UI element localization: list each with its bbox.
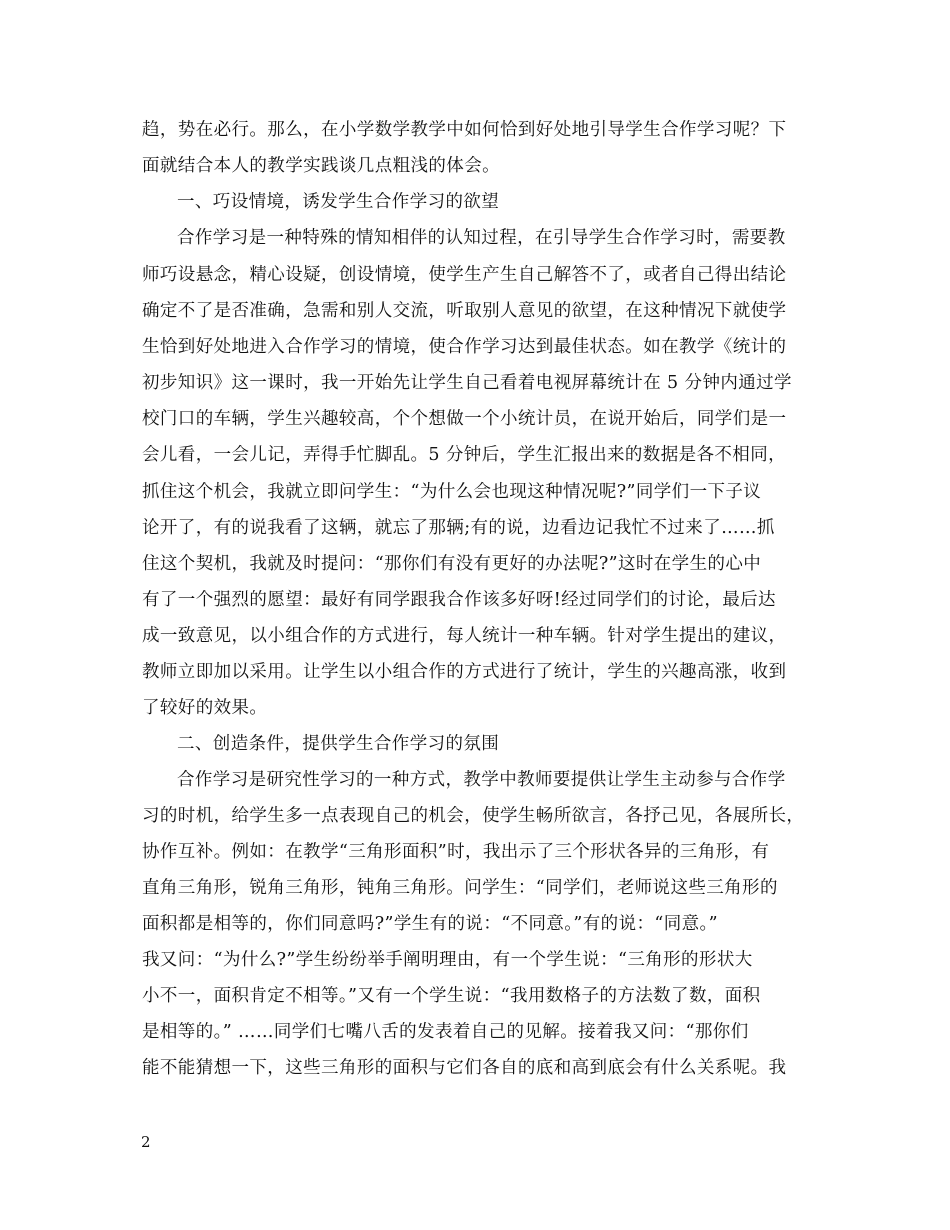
text-line: 习的时机，给学生多一点表现自己的机会，使学生畅所欲言，各抒己见，各展所长，: [142, 806, 805, 826]
text-line: 合作学习是研究性学习的一种方式，教学中教师要提供让学生主动参与合作学: [177, 770, 786, 790]
text-line: 成一致意见，以小组合作的方式进行，每人统计一种车辆。针对学生提出的建议，: [142, 626, 787, 646]
section-heading: 一、巧设情境，诱发学生合作学习的欲望: [177, 192, 500, 212]
text-line: 是相等的。” ……同学们七嘴八舌的发表着自己的见解。接着我又问：“那你们: [142, 1022, 749, 1042]
text-line: 师巧设悬念，精心设疑，创设情境，使学生产生自己解答不了，或者自己得出结论: [142, 265, 787, 285]
text-line: 有了一个强烈的愿望：最好有同学跟我合作该多好呀!经过同学们的讨论，最后达: [142, 590, 776, 610]
text-line: 趋，势在必行。那么，在小学数学教学中如何恰到好处地引导学生合作学习呢？下: [142, 120, 787, 140]
text-line: 合作学习是一种特殊的情知相伴的认知过程，在引导学生合作学习时，需要教: [177, 228, 786, 248]
section-heading: 二、创造条件，提供学生合作学习的氛围: [177, 734, 500, 754]
text-line: 校门口的车辆，学生兴趣较高，个个想做一个小统计员，在说开始后，同学们是一: [142, 409, 787, 429]
text-line: 协作互补。例如：在教学“三角形面积”时，我出示了三个形状各异的三角形，有: [142, 842, 770, 862]
text-line: 教师立即加以采用。让学生以小组合作的方式进行了统计，学生的兴趣高涨，收到: [142, 662, 787, 682]
text-line: 初步知识》这一课时，我一开始先让学生自己看着电视屏幕统计在 5 分钟内通过学: [142, 373, 792, 393]
text-line: 面就结合本人的教学实践谈几点粗浅的体会。: [142, 156, 500, 176]
text-line: 面积都是相等的，你们同意吗?”学生有的说：“不同意。”有的说：“同意。”: [142, 914, 719, 934]
text-line: 住这个契机，我就及时提问：“那你们有没有更好的办法呢?”这时在学生的心中: [142, 554, 762, 574]
text-line: 直角三角形，锐角三角形，钝角三角形。问学生：“同学们，老师说这些三角形的: [142, 878, 778, 898]
text-line: 我又问：“为什么?”学生纷纷举手阐明理由，有一个学生说：“三角形的形状大: [142, 950, 753, 970]
text-line: 论开了，有的说我看了这辆，就忘了那辆;有的说，边看边记我忙不过来了……抓: [142, 518, 775, 538]
text-line: 抓住这个机会，我就立即问学生：“为什么会也现这种情况呢?”同学们一下子议: [142, 482, 762, 502]
text-line: 能不能猜想一下，这些三角形的面积与它们各自的底和高到底会有什么关系呢。我: [142, 1058, 787, 1078]
text-line: 会儿看，一会儿记，弄得手忙脚乱。5 分钟后，学生汇报出来的数据是各不相同，: [142, 445, 786, 465]
text-line: 了较好的效果。: [142, 698, 268, 718]
text-line: 确定不了是否准确，急需和别人交流，听取别人意见的欲望，在这种情况下就使学: [142, 301, 787, 321]
page-number: 2: [141, 1133, 151, 1151]
text-line: 小不一，面积肯定不相等。”又有一个学生说：“我用数格子的方法数了数，面积: [142, 986, 761, 1006]
text-line: 生恰到好处地进入合作学习的情境，使合作学习达到最佳状态。如在教学《统计的: [142, 337, 787, 357]
